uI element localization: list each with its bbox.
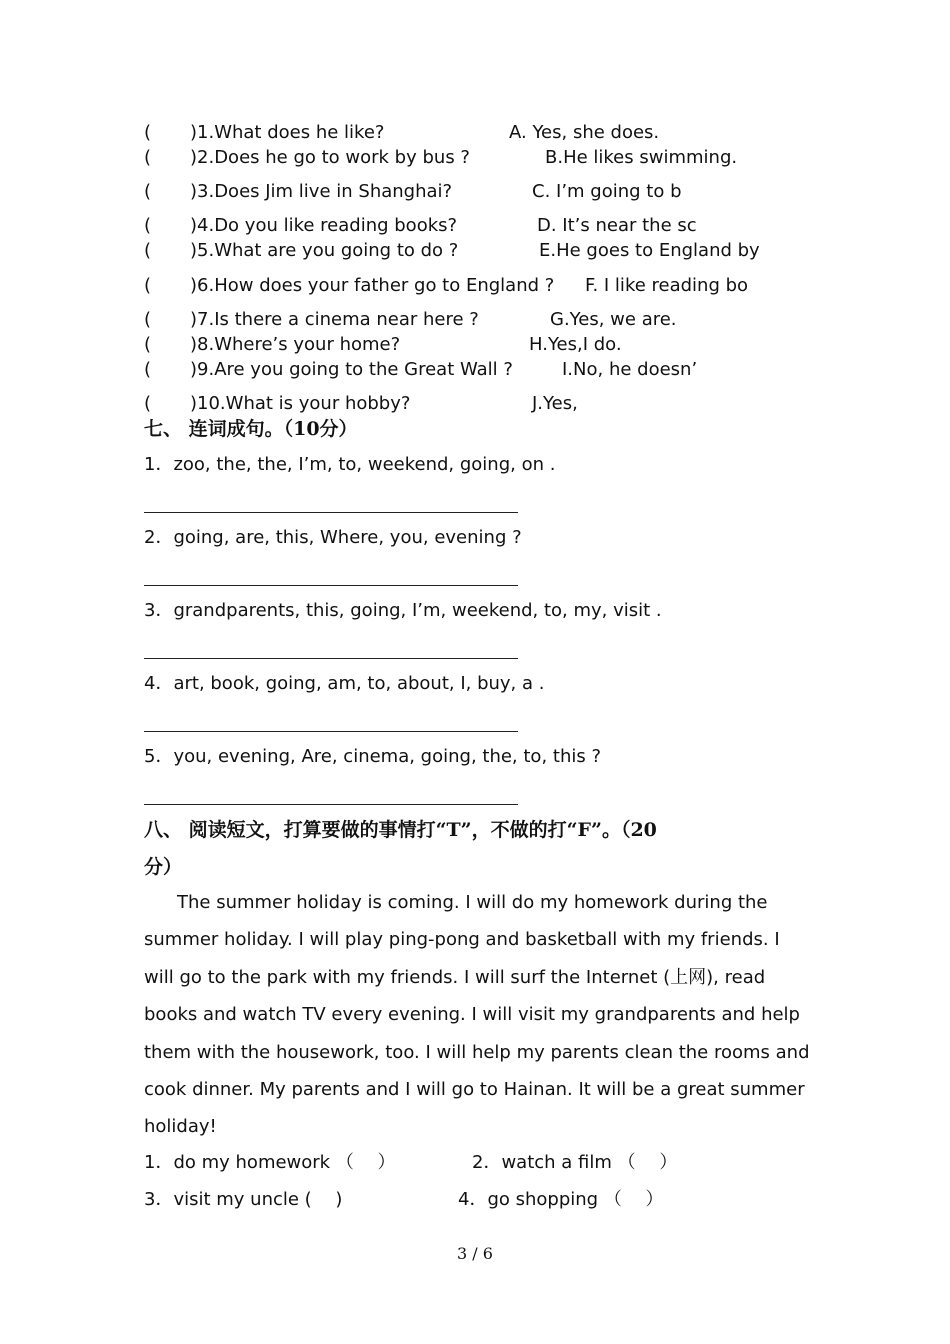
option-c: C. I’m going to b xyxy=(532,181,682,202)
question-5: )5.What are you going to do ? xyxy=(190,240,459,261)
question-10: )10.What is your hobby? xyxy=(190,393,411,414)
option-e: E.He goes to England by xyxy=(539,240,760,261)
option-g: G.Yes, we are. xyxy=(550,309,677,330)
question-8: )8.Where’s your home? xyxy=(190,334,401,355)
option-j: J.Yes, xyxy=(532,393,578,414)
section8-title-cont: 分） xyxy=(144,856,183,878)
answer-paren: ( xyxy=(144,393,152,414)
option-h: H.Yes,I do. xyxy=(529,334,622,355)
answer-paren: ( xyxy=(144,309,152,330)
option-b: B.He likes swimming. xyxy=(545,147,738,168)
sentence-item-3: 3．grandparents, this, going, I’m, weekend, to, my, visit . xyxy=(144,600,662,621)
question-2: )2.Does he go to work by bus ? xyxy=(190,147,470,168)
sentence-item-2: 2．going, are, this, Where, you, evening ? xyxy=(144,527,522,548)
answer-line-2[interactable] xyxy=(144,585,518,586)
answer-paren: ( xyxy=(144,122,152,143)
answer-paren: ( xyxy=(144,334,152,355)
answer-line-4[interactable] xyxy=(144,731,518,732)
reading-passage xyxy=(144,884,814,1146)
answer-paren: ( xyxy=(144,275,152,296)
answer-paren: ( xyxy=(144,359,152,380)
option-f: F. I like reading bo xyxy=(585,275,749,296)
option-i: I.No, he doesn’ xyxy=(562,359,698,380)
sentence-item-1: 1．zoo, the, the, I’m, to, weekend, going, on . xyxy=(144,454,556,475)
page-number: 3 / 6 xyxy=(457,1244,493,1263)
section7-title: 七、 连词成句。（10分） xyxy=(144,418,358,440)
tf-item-2: 2．watch a film （ ） xyxy=(472,1152,678,1173)
passage-text: The summer holiday is coming. I will do my homework during the summer holiday. I will play ping-pong and basketball with my friends. I will go to the park with my friends. I will surf the Internet (上网), read books and watch TV every evening. I will visit my grandparents and help them with the housework, too. I will help my parents clean the rooms and cook dinner. My parents and I will go to Hainan. It will be a great summer holiday! xyxy=(144,892,810,1138)
tf-item-3: 3．visit my uncle ( ) xyxy=(144,1189,343,1210)
question-6: )6.How does your father go to England ? xyxy=(190,275,555,296)
answer-paren: ( xyxy=(144,147,152,168)
answer-line-3[interactable] xyxy=(144,658,518,659)
sentence-item-5: 5．you, evening, Are, cinema, going, the, to, this ? xyxy=(144,746,602,767)
answer-line-1[interactable] xyxy=(144,512,518,513)
tf-item-1: 1．do my homework （ ） xyxy=(144,1152,396,1173)
question-3: )3.Does Jim live in Shanghai? xyxy=(190,181,453,202)
tf-item-4: 4．go shopping （ ） xyxy=(458,1189,664,1210)
section8-title: 八、 阅读短文，打算要做的事情打“T”，不做的打“F”。（20 xyxy=(144,819,657,841)
answer-line-5[interactable] xyxy=(144,804,518,805)
question-1: )1.What does he like? xyxy=(190,122,385,143)
option-d: D. It’s near the sc xyxy=(537,215,697,236)
answer-paren: ( xyxy=(144,181,152,202)
question-9: )9.Are you going to the Great Wall ? xyxy=(190,359,513,380)
answer-paren: ( xyxy=(144,240,152,261)
answer-paren: ( xyxy=(144,215,152,236)
sentence-item-4: 4．art, book, going, am, to, about, I, buy, a . xyxy=(144,673,545,694)
question-7: )7.Is there a cinema near here ? xyxy=(190,309,479,330)
option-a: A. Yes, she does. xyxy=(509,122,660,143)
question-4: )4.Do you like reading books? xyxy=(190,215,458,236)
